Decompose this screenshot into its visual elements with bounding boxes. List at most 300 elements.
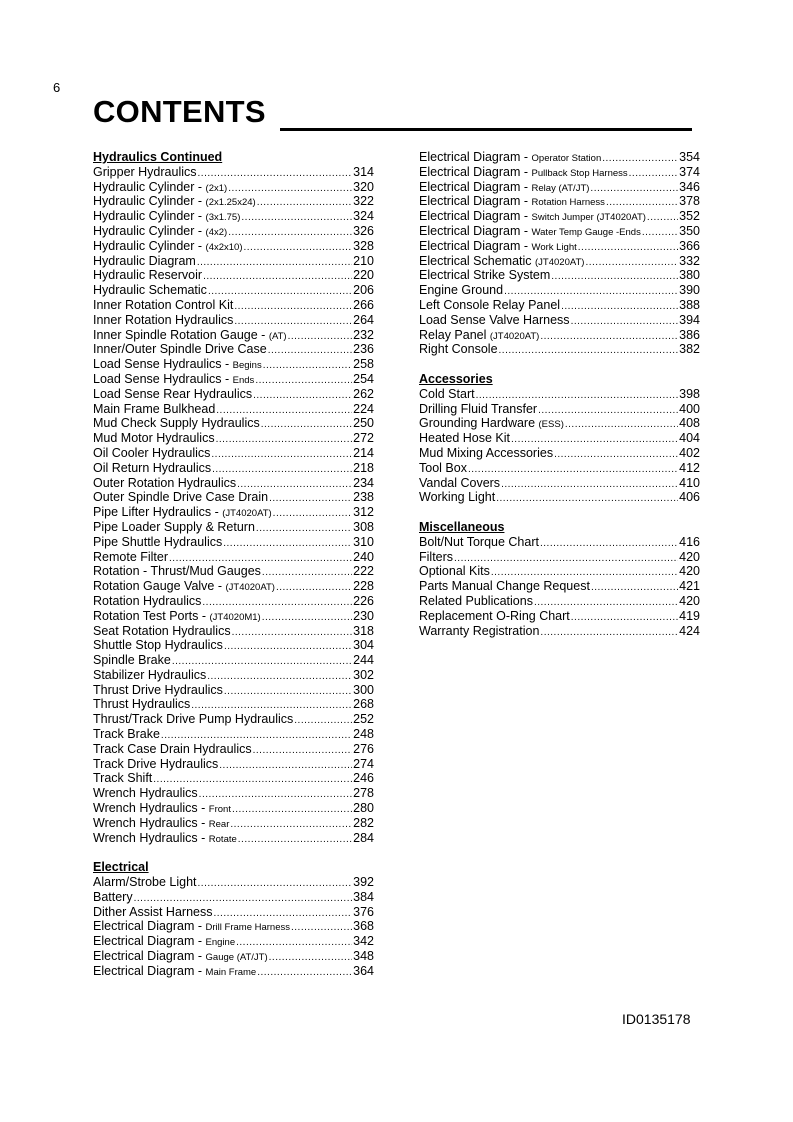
toc-entry[interactable]	[93, 890, 374, 905]
entry-page-number: 214	[353, 445, 374, 460]
entry-label	[419, 594, 533, 609]
entry-title: Load Sense Valve Harness	[419, 312, 570, 327]
entry-label	[419, 446, 553, 461]
entry-title: Track Drive Hydraulics	[93, 756, 219, 771]
toc-entry[interactable]	[93, 431, 374, 446]
entry-page-number: 236	[353, 342, 374, 357]
toc-entry[interactable]	[93, 313, 374, 328]
dot-leader	[262, 566, 352, 581]
entry-page-number: 218	[353, 460, 374, 475]
toc-entry[interactable]	[93, 742, 374, 757]
dot-leader	[224, 640, 352, 655]
entry-title: Track Brake	[93, 727, 160, 742]
entry-page-number: 252	[353, 712, 374, 727]
entry-title: Wrench Hydraulics -	[93, 801, 209, 816]
toc-entry[interactable]	[93, 579, 374, 594]
entry-label	[93, 771, 152, 786]
dot-leader	[257, 196, 352, 211]
entry-title: Electrical Schematic	[419, 253, 536, 268]
entry-subtitle: Rear	[208, 818, 230, 830]
entry-title: Pipe Lifter Hydraulics -	[93, 505, 223, 520]
dot-leader	[257, 966, 352, 981]
entry-page-number: 228	[353, 579, 374, 594]
toc-entry[interactable]	[419, 209, 700, 224]
entry-subtitle: Pullback Stop Harness	[531, 167, 628, 179]
dot-leader	[253, 744, 353, 759]
toc-entry[interactable]	[93, 919, 374, 934]
dot-leader	[232, 803, 352, 818]
toc-entry[interactable]	[93, 638, 374, 653]
entry-page-number: 310	[353, 534, 374, 549]
entry-page-number: 262	[353, 386, 374, 401]
toc-entry[interactable]	[419, 476, 700, 491]
entry-label	[93, 727, 160, 742]
entry-page-number: 420	[679, 549, 700, 564]
entry-title: Dither Assist Harness	[93, 904, 213, 919]
toc-entry[interactable]	[93, 801, 374, 816]
toc-entry[interactable]	[419, 624, 700, 639]
entry-page-number: 412	[679, 460, 700, 475]
toc-entry[interactable]	[93, 727, 374, 742]
toc-entry[interactable]	[419, 550, 700, 565]
dot-leader	[268, 344, 352, 359]
toc-entry[interactable]	[93, 757, 374, 772]
entry-page-number: 284	[353, 830, 374, 845]
toc-entry[interactable]	[93, 653, 374, 668]
entry-title: Spindle Brake	[93, 653, 171, 668]
entry-label	[93, 535, 222, 550]
toc-entry[interactable]	[93, 490, 374, 505]
dot-leader	[228, 226, 352, 241]
entry-page-number: 342	[353, 934, 374, 949]
toc-entry[interactable]	[93, 372, 374, 387]
entry-title: Outer Rotation Hydraulics	[93, 475, 237, 490]
dot-leader	[540, 330, 678, 345]
dot-leader	[273, 507, 352, 522]
toc-entry[interactable]	[93, 224, 374, 239]
entry-title: Drilling Fluid Transfer	[419, 401, 538, 416]
entry-label	[93, 964, 256, 981]
entry-page-number: 404	[679, 431, 700, 446]
toc-entry[interactable]	[93, 594, 374, 609]
entry-label	[93, 624, 231, 639]
toc-entry[interactable]	[93, 194, 374, 209]
dot-leader	[269, 492, 352, 507]
toc-entry[interactable]	[93, 254, 374, 269]
dot-leader	[647, 211, 678, 226]
entry-title: Outer Spindle Drive Case Drain	[93, 490, 269, 505]
dot-leader	[219, 759, 352, 774]
entry-subtitle: (AT)	[268, 330, 287, 342]
entry-label	[93, 712, 293, 727]
entry-title: Left Console Relay Panel	[419, 297, 561, 312]
dot-leader	[230, 818, 352, 833]
toc-entry[interactable]	[93, 683, 374, 698]
entry-page-number: 384	[353, 889, 374, 904]
toc-section	[419, 520, 700, 638]
entry-title: Stabilizer Hydraulics	[93, 667, 207, 682]
entry-title: Seat Rotation Hydraulics	[93, 623, 231, 638]
entry-subtitle: (JT4020AT)	[222, 508, 272, 520]
entry-page-number: 272	[353, 431, 374, 446]
toc-entry[interactable]	[93, 298, 374, 313]
entry-title: Gripper Hydraulics	[93, 164, 197, 179]
toc-entry[interactable]	[93, 964, 374, 979]
entry-page-number: 224	[353, 401, 374, 416]
entry-page-number: 354	[679, 150, 700, 164]
toc-entry[interactable]	[93, 771, 374, 786]
entry-label	[93, 683, 223, 698]
entry-page-number: 312	[353, 505, 374, 520]
entry-page-number: 326	[353, 223, 374, 238]
toc-entry[interactable]	[93, 905, 374, 920]
entry-title: Hydraulic Cylinder -	[93, 238, 206, 253]
entry-page-number: 240	[353, 549, 374, 564]
toc-entry[interactable]	[93, 520, 374, 535]
toc-entry[interactable]	[93, 712, 374, 727]
toc-entry[interactable]	[419, 402, 700, 417]
entry-title: Mud Check Supply Hydraulics	[93, 416, 260, 431]
entry-title: Hydraulic Diagram	[93, 253, 196, 268]
dot-leader	[255, 374, 352, 389]
entry-title: Electrical Diagram -	[419, 194, 532, 209]
entry-page-number: 388	[679, 297, 700, 312]
entry-title: Pipe Shuttle Hydraulics	[93, 534, 223, 549]
toc-entry[interactable]	[93, 268, 374, 283]
dot-leader	[540, 626, 678, 641]
entry-label	[419, 431, 510, 446]
entry-title: Pipe Loader Supply & Return	[93, 519, 255, 534]
entry-page-number: 248	[353, 727, 374, 742]
entry-subtitle: (JT4020AT)	[225, 582, 275, 594]
entry-title: Right Console	[419, 342, 498, 357]
entry-page-number: 268	[353, 697, 374, 712]
entry-page-number: 210	[353, 253, 374, 268]
dot-leader	[216, 433, 353, 448]
toc-entry[interactable]	[93, 328, 374, 343]
document-id: ID0135178	[622, 1011, 691, 1027]
entry-page-number: 280	[353, 801, 374, 816]
entry-title: Load Sense Hydraulics -	[93, 371, 233, 386]
entry-title: Thrust/Track Drive Pump Hydraulics	[93, 712, 294, 727]
entry-page-number: 322	[353, 194, 374, 209]
toc-entry[interactable]	[93, 934, 374, 949]
entry-label	[419, 579, 590, 594]
entry-title: Alarm/Strobe Light	[93, 875, 197, 890]
page-title: CONTENTS	[93, 94, 266, 129]
entry-label	[419, 461, 467, 476]
toc-entry[interactable]	[419, 239, 700, 254]
entry-title: Hydraulic Reservoir	[93, 268, 203, 283]
entry-title: Rotation - Thrust/Mud Gauges	[93, 564, 261, 579]
entry-subtitle: Work Light	[531, 241, 577, 253]
entry-label	[419, 609, 570, 624]
toc-entry[interactable]	[93, 387, 374, 402]
entry-page-number: 402	[679, 445, 700, 460]
entry-title: Wrench Hydraulics	[93, 786, 198, 801]
entry-title: Electrical Diagram -	[93, 963, 206, 978]
entry-page-number: 378	[679, 194, 700, 209]
entry-label	[93, 461, 211, 476]
entry-title: Inner Rotation Control Kit	[93, 297, 234, 312]
entry-title: Electrical Diagram -	[419, 164, 532, 179]
dot-leader	[578, 241, 678, 256]
toc-entry[interactable]	[419, 298, 700, 313]
toc-entry[interactable]	[93, 446, 374, 461]
entry-page-number: 408	[679, 416, 700, 431]
dot-leader	[501, 478, 678, 493]
toc-entry[interactable]	[419, 461, 700, 476]
title-underline	[280, 128, 692, 131]
toc-entry[interactable]	[419, 535, 700, 550]
entry-title: Hydraulic Cylinder -	[93, 194, 206, 209]
entry-label	[93, 342, 267, 357]
dot-leader	[261, 418, 352, 433]
toc-entry[interactable]	[419, 609, 700, 624]
entry-label	[93, 476, 236, 491]
entry-label	[419, 298, 560, 313]
entry-page-number: 328	[353, 238, 374, 253]
entry-title: Load Sense Hydraulics -	[93, 357, 233, 372]
entry-title: Hydraulic Cylinder -	[93, 209, 206, 224]
toc-entry[interactable]	[93, 949, 374, 964]
entry-page-number: 226	[353, 593, 374, 608]
entry-title: Electrical Diagram -	[419, 223, 532, 238]
entry-label	[419, 564, 490, 579]
dot-leader	[211, 448, 352, 463]
toc-entry[interactable]	[93, 609, 374, 624]
entry-subtitle: (4x2)	[205, 226, 228, 238]
toc-entry[interactable]	[93, 786, 374, 801]
entry-label	[93, 283, 207, 298]
entry-title: Inner Spindle Rotation Gauge -	[93, 327, 269, 342]
entry-label	[93, 757, 218, 772]
entry-page-number: 246	[353, 771, 374, 786]
toc-entry[interactable]	[93, 283, 374, 298]
dot-leader	[294, 714, 352, 729]
toc-entry[interactable]	[419, 254, 700, 269]
entry-label	[93, 402, 215, 417]
entry-label	[93, 165, 197, 180]
toc-entry[interactable]	[93, 505, 374, 520]
entry-label	[93, 431, 215, 446]
entry-title: Inner Rotation Hydraulics	[93, 312, 234, 327]
entry-page-number: 234	[353, 475, 374, 490]
entry-subtitle: (JT4020M1)	[209, 611, 261, 623]
dot-leader	[551, 270, 678, 285]
entry-title: Hydraulic Schematic	[93, 283, 207, 298]
entry-title: Electrical Diagram -	[419, 179, 532, 194]
entry-title: Electrical Diagram -	[419, 209, 532, 224]
entry-page-number: 374	[679, 164, 700, 179]
toc-entry[interactable]	[93, 357, 374, 372]
entry-title: Electrical Diagram -	[419, 150, 532, 164]
dot-leader	[499, 344, 679, 359]
entry-page-number: 346	[679, 179, 700, 194]
entry-title: Load Sense Rear Hydraulics	[93, 386, 253, 401]
entry-page-number: 222	[353, 564, 374, 579]
entry-label	[419, 387, 475, 402]
entry-page-number: 308	[353, 519, 374, 534]
toc-entry[interactable]	[93, 209, 374, 224]
entry-page-number: 366	[679, 238, 700, 253]
entry-title: Filters	[419, 549, 454, 564]
toc-entry[interactable]	[93, 875, 374, 890]
entry-subtitle: (3x1.75)	[205, 212, 241, 224]
entry-page-number: 421	[679, 579, 700, 594]
toc-entry[interactable]	[419, 283, 700, 298]
dot-leader	[561, 300, 678, 315]
entry-page-number: 302	[353, 667, 374, 682]
dot-leader	[197, 256, 352, 271]
entry-label	[419, 268, 550, 283]
entry-title: Mud Motor Hydraulics	[93, 431, 215, 446]
dot-leader	[591, 581, 678, 596]
entry-label	[93, 387, 252, 402]
toc-entry[interactable]	[419, 594, 700, 609]
entry-title: Replacement O-Ring Chart	[419, 608, 570, 623]
entry-subtitle: Operator Station	[531, 153, 602, 164]
entry-title: Electrical Diagram -	[93, 919, 206, 934]
toc-entry[interactable]	[419, 342, 700, 357]
toc-section	[419, 372, 700, 505]
toc-entry[interactable]	[93, 239, 374, 254]
entry-label	[419, 624, 539, 639]
toc-entry[interactable]	[93, 550, 374, 565]
entry-subtitle: Ends	[232, 374, 255, 386]
entry-title: Thrust Hydraulics	[93, 697, 191, 712]
toc-entry[interactable]	[93, 697, 374, 712]
entry-page-number: 220	[353, 268, 374, 283]
entry-subtitle: Main Frame	[205, 966, 257, 978]
entry-label	[93, 550, 168, 565]
dot-leader	[288, 330, 353, 345]
entry-page-number: 424	[679, 623, 700, 638]
toc-entry[interactable]	[419, 194, 700, 209]
dot-leader	[571, 611, 678, 626]
toc-entry[interactable]	[93, 535, 374, 550]
entry-title: Hydraulic Cylinder -	[93, 179, 206, 194]
entry-label	[419, 476, 500, 491]
toc-entry[interactable]	[93, 476, 374, 491]
dot-leader	[203, 270, 352, 285]
dot-leader	[642, 226, 678, 241]
dot-leader	[269, 951, 352, 966]
entry-page-number: 314	[353, 164, 374, 179]
entry-label	[93, 313, 233, 328]
entry-page-number: 300	[353, 682, 374, 697]
entry-page-number: 320	[353, 179, 374, 194]
dot-leader	[241, 211, 352, 226]
toc-entry[interactable]	[93, 402, 374, 417]
entry-subtitle: (JT4020AT)	[535, 256, 585, 268]
entry-title: Inner/Outer Spindle Drive Case	[93, 342, 267, 357]
dot-leader	[585, 256, 678, 271]
entry-label	[93, 254, 196, 269]
toc-entry[interactable]	[419, 313, 700, 328]
toc-entry[interactable]	[419, 564, 700, 579]
toc-entry[interactable]	[93, 416, 374, 431]
entry-page-number: 254	[353, 371, 374, 386]
toc-entry[interactable]	[419, 165, 700, 180]
entry-label	[419, 550, 453, 565]
toc-entry[interactable]	[93, 816, 374, 831]
entry-title: Bolt/Nut Torque Chart	[419, 534, 539, 549]
toc-entry[interactable]	[93, 180, 374, 195]
toc-entry[interactable]	[419, 328, 700, 343]
dot-leader	[571, 315, 679, 330]
toc-section	[419, 150, 700, 357]
dot-leader	[554, 448, 678, 463]
entry-subtitle: Water Temp Gauge -Ends	[531, 226, 641, 238]
dot-leader	[238, 833, 352, 848]
entry-page-number: 250	[353, 416, 374, 431]
entry-page-number: 244	[353, 653, 374, 668]
entry-label	[93, 890, 133, 905]
entry-label	[419, 342, 498, 357]
section-heading: Miscellaneous	[419, 519, 505, 534]
entry-label	[93, 594, 201, 609]
toc-entry[interactable]	[93, 342, 374, 357]
toc-entry[interactable]	[419, 180, 700, 195]
toc-entry[interactable]	[419, 268, 700, 283]
entry-page-number: 410	[679, 475, 700, 490]
entry-page-number: 266	[353, 297, 374, 312]
dot-leader	[565, 418, 678, 433]
toc-entry[interactable]	[93, 624, 374, 639]
toc-entry[interactable]	[419, 224, 700, 239]
dot-leader	[207, 670, 352, 685]
entry-title: Electrical Diagram -	[93, 934, 206, 949]
entry-title: Shuttle Stop Hydraulics	[93, 638, 223, 653]
toc-entry[interactable]	[419, 387, 700, 402]
toc-entry[interactable]	[93, 564, 374, 579]
toc-entry[interactable]	[93, 165, 374, 180]
dot-leader	[263, 359, 352, 374]
entry-subtitle: Drill Frame Harness	[205, 922, 290, 934]
entry-label	[93, 446, 210, 461]
toc-entry[interactable]	[419, 446, 700, 461]
entry-subtitle: Rotate	[208, 833, 237, 845]
entry-subtitle: Rotation Harness	[531, 197, 605, 209]
entry-title: Hydraulic Cylinder -	[93, 223, 206, 238]
dot-leader	[540, 537, 678, 552]
entry-title: Electrical Strike System	[419, 268, 551, 283]
entry-page-number: 352	[679, 209, 700, 224]
entry-label	[93, 416, 260, 431]
dot-leader	[253, 389, 352, 404]
toc-entry[interactable]	[93, 461, 374, 476]
dot-leader	[224, 685, 352, 700]
entry-subtitle: Front	[208, 804, 231, 816]
section-heading: Accessories	[419, 371, 493, 386]
toc-entry[interactable]	[419, 416, 700, 431]
entry-page-number: 276	[353, 741, 374, 756]
entry-page-number: 386	[679, 327, 700, 342]
dot-leader	[496, 492, 678, 507]
toc-entry[interactable]	[419, 490, 700, 505]
toc-entry[interactable]	[419, 431, 700, 446]
dot-leader	[232, 626, 353, 641]
toc-entry[interactable]	[93, 668, 374, 683]
entry-page-number: 348	[353, 949, 374, 964]
dot-leader	[198, 877, 353, 892]
toc-entry[interactable]	[93, 831, 374, 846]
toc-entry[interactable]	[419, 579, 700, 594]
toc-entry[interactable]	[419, 150, 700, 165]
entry-title: Battery	[93, 889, 133, 904]
entry-title: Related Publications	[419, 593, 533, 608]
